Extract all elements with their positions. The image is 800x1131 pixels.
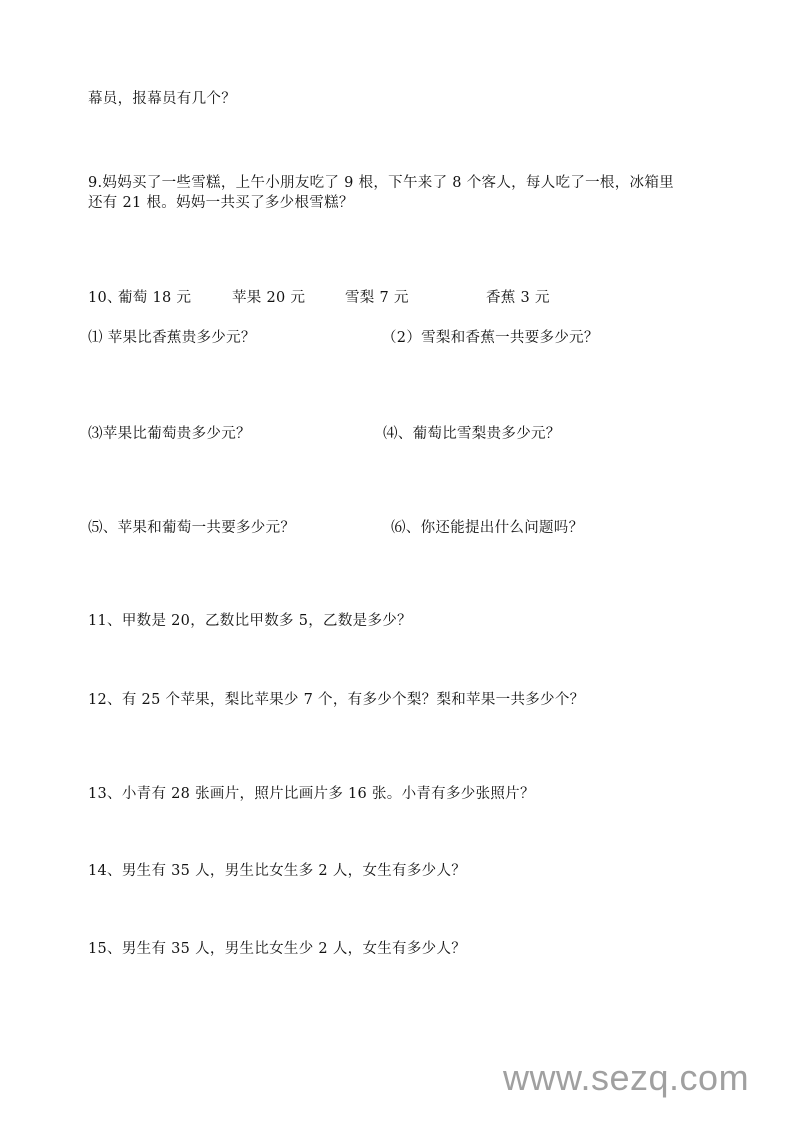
watermark-text: www.sezq.com bbox=[503, 1057, 750, 1098]
question-11: 11、甲数是 20，乙数比甲数多 5，乙数是多少？ bbox=[88, 613, 412, 629]
continuation-text: 幕员，报幕员有几个？ bbox=[88, 91, 236, 107]
question-15: 15、男生有 35 人，男生比女生少 2 人，女生有多少人？ bbox=[88, 941, 467, 957]
question-9-line-2: 还有 21 根。妈妈一共买了多少根雪糕？ bbox=[88, 195, 354, 211]
question-13: 13、小青有 28 张画片，照片比画片多 16 张。小青有多少张照片？ bbox=[88, 786, 535, 802]
question-10-sub-2: （2）雪梨和香蕉一共要多少元？ bbox=[382, 330, 599, 346]
question-10-number: 10、 bbox=[88, 290, 122, 306]
price-apple: 苹果 20 元 bbox=[232, 290, 306, 306]
question-10-sub-6: ⑹、你还能提出什么问题吗？ bbox=[391, 520, 584, 536]
price-grapes: 葡萄 18 元 bbox=[118, 290, 192, 306]
price-banana: 香蕉 3 元 bbox=[486, 290, 550, 306]
question-10-sub-5: ⑸、苹果和葡萄一共要多少元？ bbox=[88, 520, 296, 536]
question-9-line-1: 9.妈妈买了一些雪糕，上午小朋友吃了 9 根，下午来了 8 个客人，每人吃了一根，冰箱里 bbox=[88, 175, 674, 191]
question-10-sub-4: ⑷、葡萄比雪梨贵多少元？ bbox=[383, 426, 561, 442]
question-10-sub-3: ⑶苹果比葡萄贵多少元？ bbox=[88, 426, 251, 442]
question-10-sub-1: ⑴ 苹果比香蕉贵多少元？ bbox=[88, 330, 256, 346]
question-12: 12、有 25 个苹果，梨比苹果少 7 个，有多少个梨？梨和苹果一共多少个？ bbox=[88, 692, 585, 708]
price-pear: 雪梨 7 元 bbox=[345, 290, 409, 306]
question-14: 14、男生有 35 人，男生比女生多 2 人，女生有多少人？ bbox=[88, 863, 467, 879]
